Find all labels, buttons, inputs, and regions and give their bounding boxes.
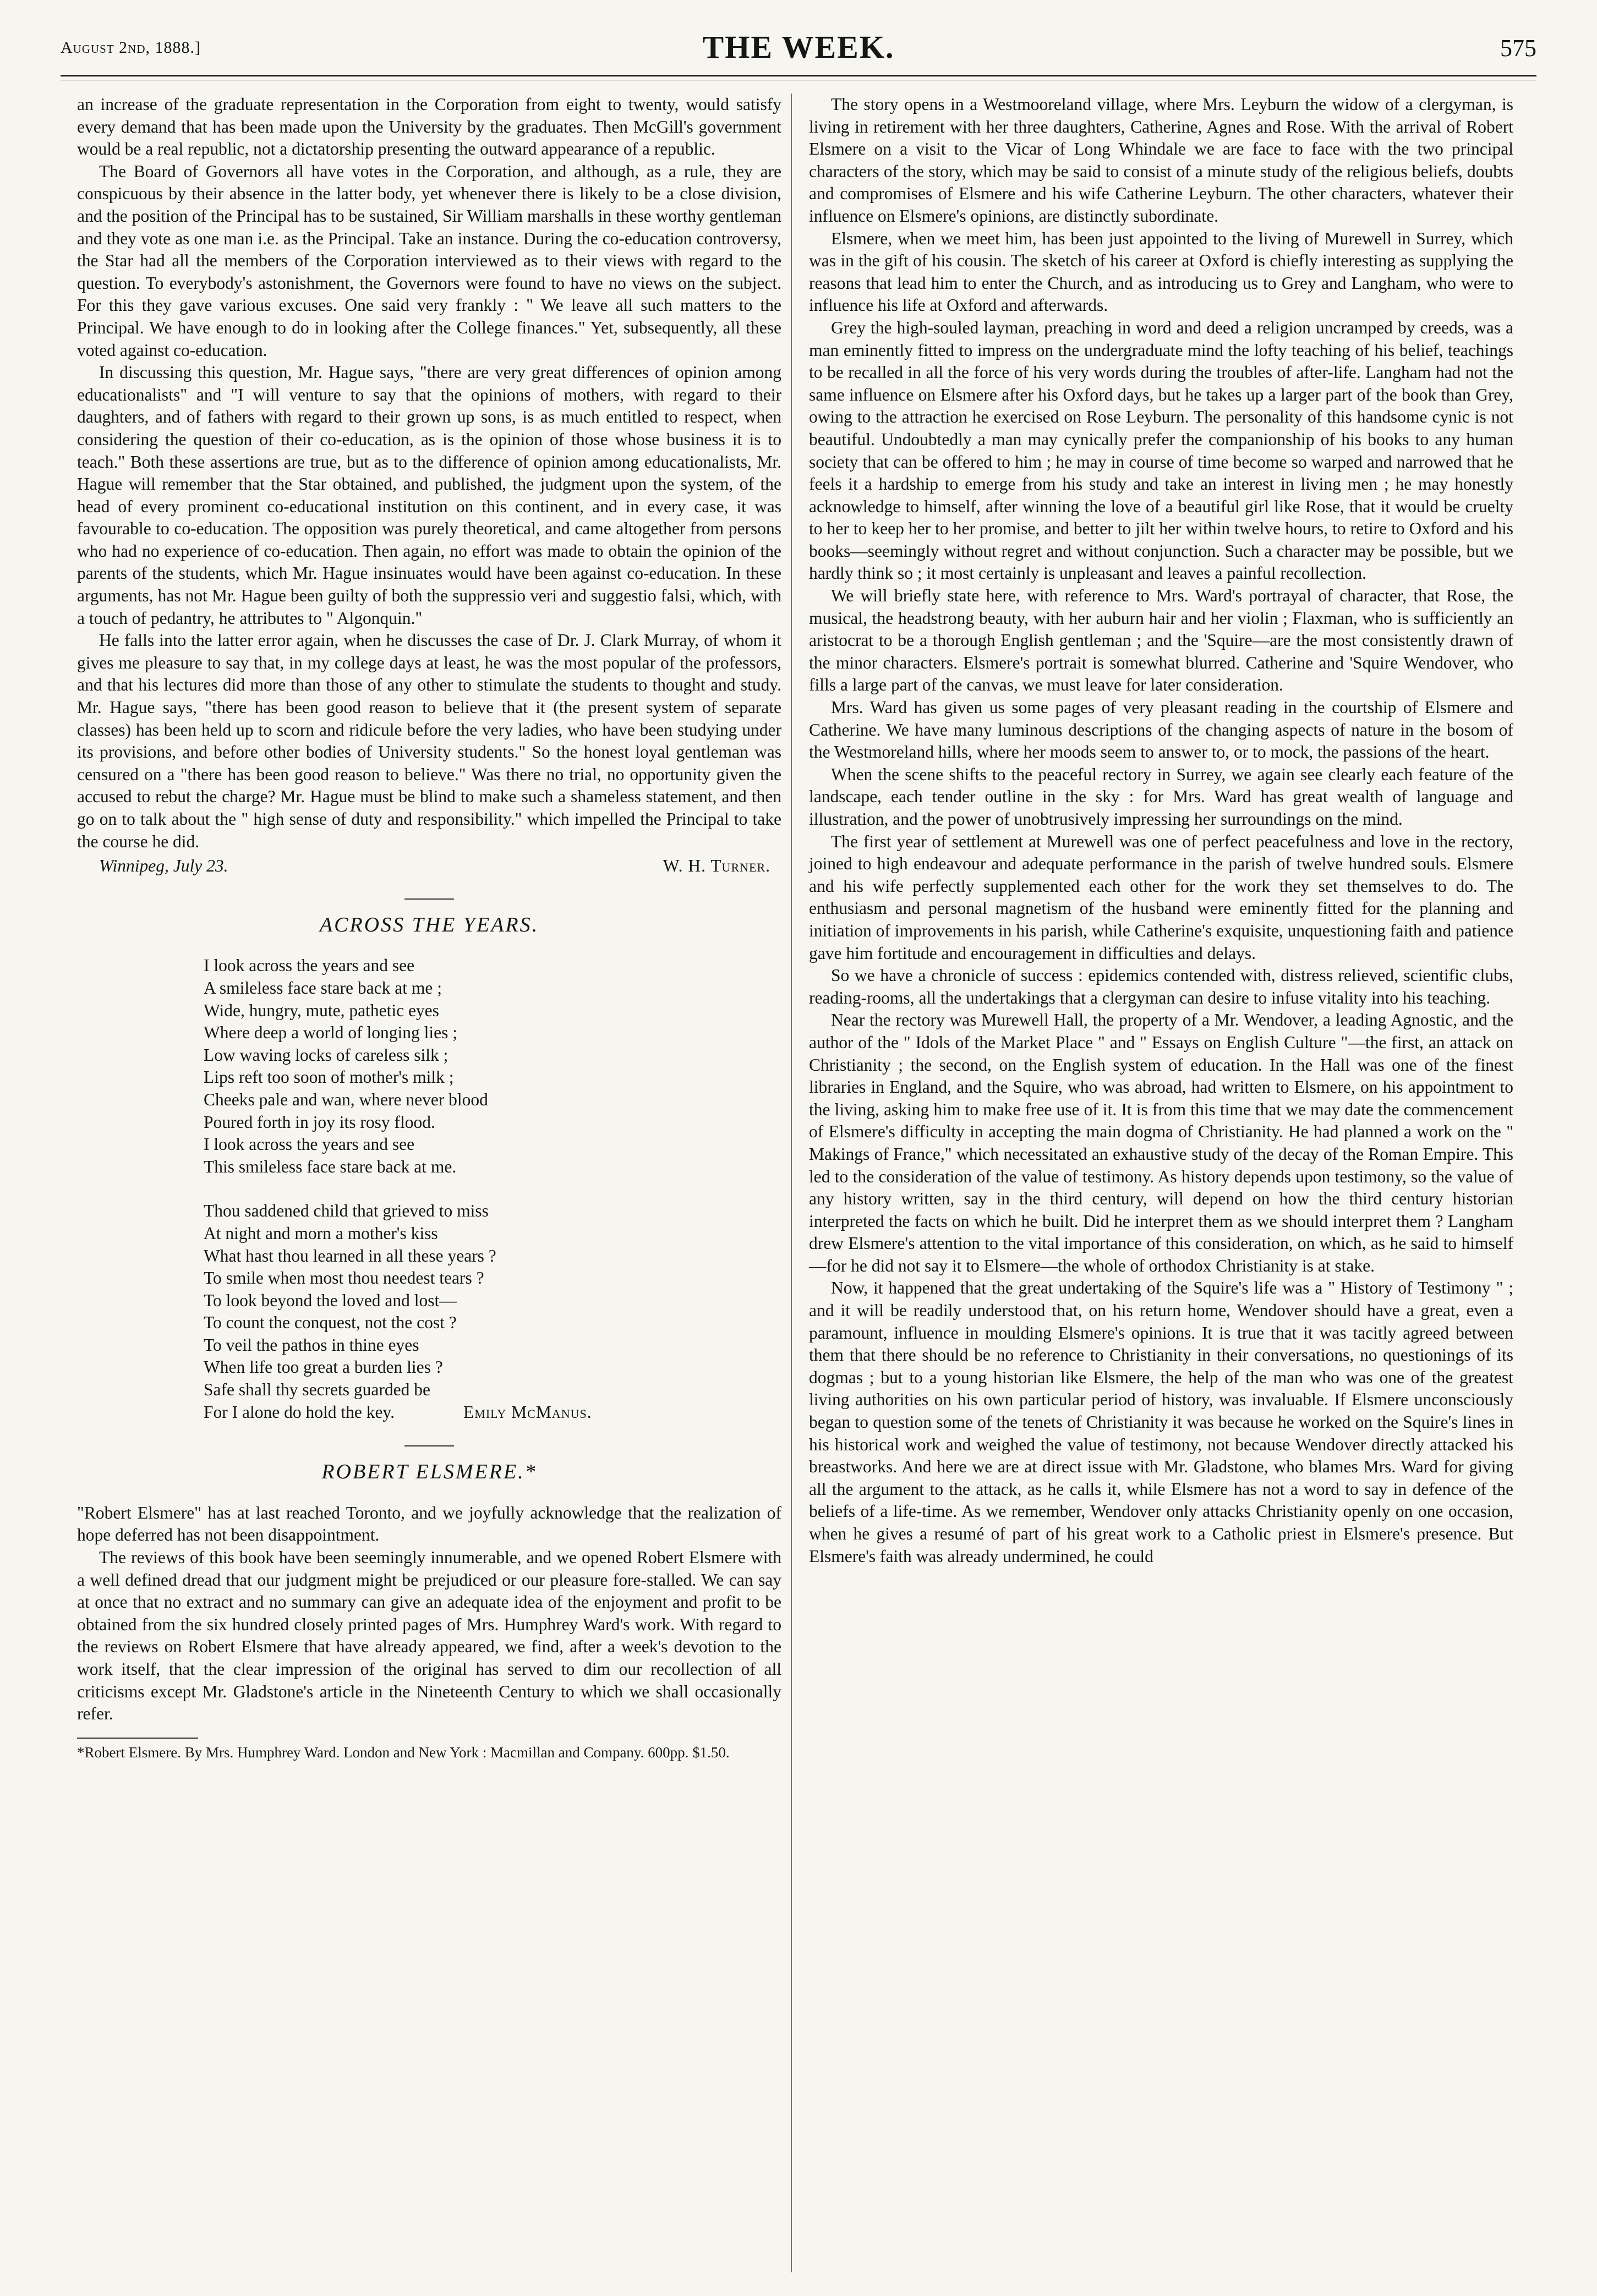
review-paragraph: When the scene shifts to the peaceful rectory in Surrey, we again see clearly each feature of the landscape, each tender outline in the sky : for Mrs. Ward has great wealth of language and illustration, and the power of unobtrusively impressing her surroundings on the mind. <box>809 764 1513 829</box>
page-number: 575 <box>1500 35 1536 62</box>
poem-line: I look across the years and see <box>204 1135 415 1154</box>
poem-line: To veil the pathos in thine eyes <box>204 1335 419 1355</box>
review-paragraph: We will briefly state here, with reference to Mrs. Ward's portrayal of character, that Rose, the musical, the headstrong beauty, with her auburn hair and her violin ; Flaxman, who is sufficiently an aristocrat to be a thorough English gentleman ; and the 'Squire—are the most consistently drawn of the minor characters. Elsmere's portrait is somewhat blurred. Catherine and 'Squire Wendover, who fills a large part of the canvas, we must leave for later consideration. <box>809 586 1513 695</box>
poem-last-line <box>204 1401 781 1424</box>
review-paragraph: Grey the high-souled layman, preaching in word and deed a religion uncramped by creeds, was a man eminently fitted to impress on the undergraduate mind the lofty teaching of his belief, teachings to be recalled in all the force of his very words during the troubles of after-life. Langham had not the same influence on Elsmere after his Oxford days, but he takes up a larger part of the book than Grey, owing to the attraction he exercised on Rose Leyburn. The personality of this handsome cynic is not beautiful. Undoubtedly a man may cynically prefer the companionship of his books to any human society that can be offered to him ; he may in course of time become so warped and narrowed that he feels it a hardship to emerge from his study and take an interest in living men ; he may honestly acknowledge to himself, after winning the love of a beautiful girl like Rose, that it would be cruelty to her to keep her to her promise, and better to jilt her within twelve hours, to retire to Oxford and his books—seemingly without regret and without conjunction. Such a character may be possible, but we hardly think so ; it most certainly is unpleasant and leaves a painful recollection. <box>809 317 1513 583</box>
issue-date: August 2nd, 1888.] <box>61 39 201 57</box>
page-header <box>61 26 1536 70</box>
review-paragraph: Now, it happened that the great undertaking of the Squire's life was a " History of Testimony " ; and it will be readily understood that, on his return home, Wendover should have a great, even a paramount, influence in moulding Elsmere's opinions. It is true that it was tacitly agreed between them that there should be no reference to Christianity in their conversations, no questionings of its dogmas ; but to a young historian like Elsmere, the help of the man who was one of the greatest living authorities on his own particular period of history, was invaluable. If Elsmere unconsciously began to question some of the tenets of Christianity it was because he worked on the Squire's lines in his historical work and weighed the value of testimony, not because Wendover directly attacked his breastworks. And here we are at direct issue with Mr. Gladstone, who blames Mrs. Ward for giving all the argument to the attack, as he calls it, while Elsmere has not a word to say in defence of the beliefs of a life-time. As we remember, Wendover only attacks Christianity openly on one occasion, when he gives a resumé of part of his great work to a Catholic priest in Elsmere's presence. But Elsmere's faith was already undermined, he could <box>809 1278 1513 1566</box>
poem-line: I look across the years and see <box>204 956 415 976</box>
review-paragraph: Elsmere, when we meet him, has been just appointed to the living of Murewell in Surrey, which was in the gift of his cousin. The sketch of his career at Oxford is chiefly interesting as supplying the reasons that lead him to enter the Church, and as introducing us to Grey and Langham, who were to influence his life at Oxford and afterwards. <box>809 228 1513 315</box>
poem-line: Lips reft too soon of mother's milk ; <box>204 1067 454 1087</box>
poem-line: This smileless face stare back at me. <box>204 1157 457 1176</box>
poem-line: Wide, hungry, mute, pathetic eyes <box>204 1000 439 1020</box>
letter-signature <box>77 855 781 878</box>
review-paragraph: The first year of settlement at Murewell was one of perfect peacefulness and love in the rectory, joined to high endeavour and adequate performance in the parish of twelve hundred souls. Elsmere and his wife perfectly supplemented each other for the work they set themselves to do. The enthusiasm and personal magnetism of the husband were eminently fitted for the planning and initiation of improvements in his parish, while Catherine's exquisite, unquestioning faith and patience gave him fortitude and encouragement in difficulties and delays. <box>809 831 1513 963</box>
poem-line: A smileless face stare back at me ; <box>204 978 442 998</box>
review-paragraph: The story opens in a Westmooreland village, where Mrs. Leyburn the widow of a clergyman, is living in retirement with her three daughters, Catherine, Agnes and Rose. With the arrival of Robert Elsmere on a visit to the Vicar of Long Whindale we are face to face with the two principal characters of the story, which may be said to consist of a minute study of the religious beliefs, doubts and compromises of Elsmere and his wife Catherine Leyburn. The other characters, whatever their influence on Elsmere's opinions, are distinctly subordinate. <box>809 95 1513 226</box>
poem-line: To smile when most thou needest tears ? <box>204 1268 484 1288</box>
review-paragraph: The reviews of this book have been seemingly innumerable, and we opened Robert Elsmere with a well defined dread that our judgment might be prejudiced or our pleasure fore-stalled. We can say at once that no extract and no summary can give an adequate idea of the enjoyment and profit to be obtained from the six hundred closely printed pages of Mrs. Humphrey Ward's work. With regard to the reviews on Robert Elsmere that have already appeared, we find, after a week's devotion to the work itself, that the clear impression of the original has served to dim our recollection of all criticisms except Mr. Gladstone's article in the Nineteenth Century to which we shall occasionally refer. <box>77 1548 781 1724</box>
poem-line: At night and morn a mother's kiss <box>204 1223 438 1243</box>
poem-line: To look beyond the loved and lost— <box>204 1290 457 1310</box>
section-rule <box>404 898 454 900</box>
letter-paragraph: He falls into the latter error again, when he discusses the case of Dr. J. Clark Murray, of whom it gives me pleasure to say that, in my college days at least, he was the most popular of the professors, and that his lectures did more than those of any other to stimulate the students to thought and study. Mr. Hague says, "there has been good reason to believe that it (the present system of separate classes) has been held up to scorn and ridicule before the very ladies, who have been studying under its provisions, and before other bodies of University students." So the honest loyal gentleman was censured on a "there has been good reason to believe." Was there no trial, no opportunity given the accused to rebut the charge? Mr. Hague must be blind to make such a shameless statement, and then go on to talk about the " high sense of duty and responsibility." which impelled the Principal to take the course he did. <box>77 631 781 851</box>
letter-author: W. H. Turner. <box>663 856 770 876</box>
poem-stanza <box>204 955 781 1178</box>
letter-paragraph: The Board of Governors all have votes in the Corporation, and although, as a rule, they are conspicuous by their absence in the latter body, yet whenever there is likely to be a close division, and the position of the Principal has to be sustained, Sir William marshalls in these worthy gentleman and they vote as one man i.e. as the Principal. Take an instance. During the co-education controversy, the Star had all the members of the Corporation interviewed as to their views with regard to the question. To everybody's astonishment, the Governors were found to have no views on the subject. For this they gave various excuses. One said very frankly : " We leave all such matters to the Principal. We have enough to do in looking after the College finances." Yet, subsequently, all these voted against co-education. <box>77 161 781 360</box>
header-rule <box>61 75 1536 76</box>
poem-line: Poured forth in joy its rosy flood. <box>204 1112 435 1132</box>
left-column <box>77 94 781 1762</box>
poem <box>204 955 781 1423</box>
poem-line: For I alone do hold the key. <box>204 1402 395 1422</box>
poem-author: Emily McManus. <box>463 1402 592 1422</box>
poem-line: Thou saddened child that grieved to miss <box>204 1201 489 1221</box>
poem-line: What hast thou learned in all these years ? <box>204 1246 496 1265</box>
review-paragraph: Near the rectory was Murewell Hall, the property of a Mr. Wendover, a leading Agnostic, and the author of the " Idols of the Market Place " and " Essays on English Culture "—the first, an attack on Christianity ; the second, on the English system of education. In the Hall was one of the finest libraries in England, and the Squire, who was abroad, had written to Elsmere, on his appointment to the living, asking him to make free use of it. It is from this time that we may date the commencement of Elsmere's difficulty in accepting the main dogma of Christianity. He had planned a work on the " Makings of France," which necessitated an exhaustive study of the decay of the Roman Empire. This led to the consideration of the value of testimony. As history depends upon testimony, so the value of any history written, say in the third century, will depend on how the third century historian interpreted the facts on which he built. Did he interpret them as we should interpret them ? Langham drew Elsmere's attention to the vital importance of this consideration, on which, as he said to himself—for he did not say it to Elsmere—the whole of orthodox Christianity is at stake. <box>809 1010 1513 1275</box>
letter-paragraph: an increase of the graduate representation in the Corporation from eight to twenty, would satisfy every demand that has been made upon the University by the graduates. Then McGill's government would be a real republic, not a dictatorship presenting the outward appearance of a republic. <box>77 95 781 159</box>
review-paragraph: So we have a chronicle of success : epidemics contended with, distress relieved, scientific clubs, reading-rooms, all the undertakings that a clergyman can desire to infuse vitality into his teaching. <box>809 966 1513 1007</box>
poem-line: Where deep a world of longing lies ; <box>204 1023 457 1043</box>
poem-title: ACROSS THE YEARS. <box>319 913 539 936</box>
poem-stanza <box>204 1200 781 1423</box>
footnote-rule <box>77 1738 198 1739</box>
section-rule <box>404 1445 454 1446</box>
poem-line: When life too great a burden lies ? <box>204 1357 443 1377</box>
footnote: *Robert Elsmere. By Mrs. Humphrey Ward. London and New York : Macmillan and Company. 600pp. $1.50. <box>77 1744 730 1761</box>
poem-line: Low waving locks of careless silk ; <box>204 1045 449 1065</box>
letter-paragraph: In discussing this question, Mr. Hague says, "there are very great differences of opinion among educationalists" and "I will venture to say that the opinions of mothers, with regard to their daughters, and of fathers with regard to their grown up sons, is as much entitled to respect, when considering the question of their co-education, as is the opinion of those whose business it is to teach." Both these assertions are true, but as to the difference of opinion among educationalists, Mr. Hague will remember that the Star obtained, and published, the judgment upon the system, of the head of every prominent co-educational institution on this continent, and in every case, it was favourable to co-education. The opposition was purely theoretical, and came altogether from persons who had no experience of co-education. Then again, no effort was made to obtain the opinion of the parents of the students, which Mr. Hague insinuates would have been against co-education. In these arguments, has not Mr. Hague been guilty of both the suppressio veri and suggestio falsi, which, with a touch of pedantry, he attributes to " Algonquin." <box>77 363 781 628</box>
letter-body <box>77 94 781 853</box>
review-paragraph: Mrs. Ward has given us some pages of very pleasant reading in the courtship of Elsmere and Catherine. We have many luminous descriptions of the changing aspects of nature in the bosom of the Westmoreland hills, where her moods seem to answer to, or to mock, the passions of the heart. <box>809 698 1513 762</box>
review-title: ROBERT ELSMERE.* <box>321 1460 537 1484</box>
poem-line: Safe shall thy secrets guarded be <box>204 1380 430 1400</box>
masthead-title: THE WEEK. <box>702 29 895 65</box>
poem-line: Cheeks pale and wan, where never blood <box>204 1089 488 1109</box>
letter-place-date: Winnipeg, July 23. <box>99 856 228 876</box>
poem-line: To count the conquest, not the cost ? <box>204 1313 457 1333</box>
right-column <box>809 94 1513 1568</box>
column-divider <box>791 94 792 2272</box>
review-paragraph: "Robert Elsmere" has at last reached Toronto, and we joyfully acknowledge that the realization of hope deferred has not been disappointment. <box>77 1503 781 1545</box>
